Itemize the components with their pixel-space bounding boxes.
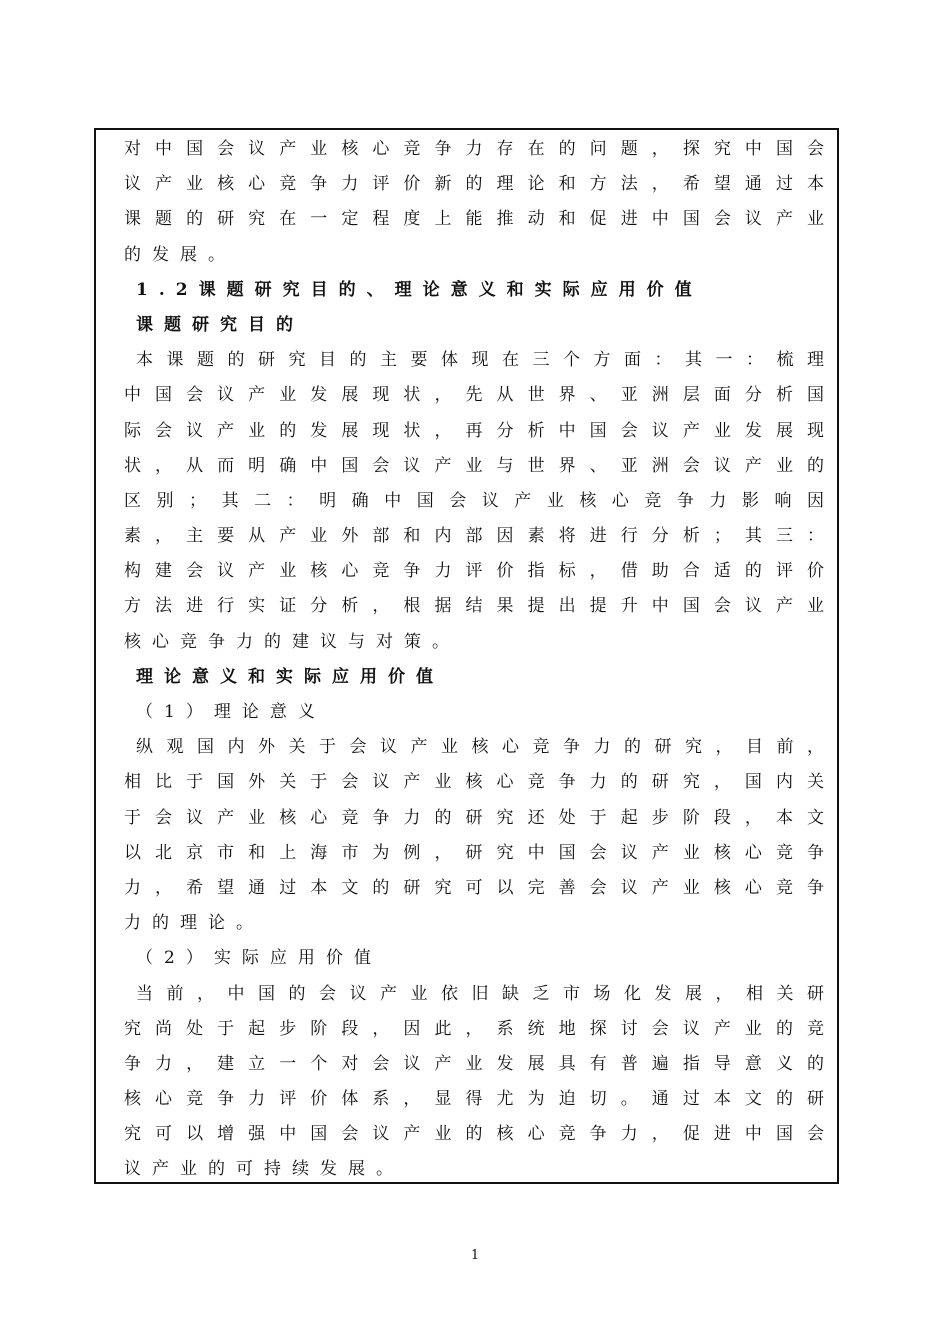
text-line: 区别；其二：明确中国会议产业核心竞争力影响因 — [124, 490, 824, 511]
text-line: 议产业核心竞争力评价新的理论和方法，希望通过本 — [124, 174, 824, 195]
section-heading: 课题研究目的 — [136, 314, 304, 335]
text-line: 中国会议产业发展现状，先从世界、亚洲层面分析国 — [124, 385, 824, 406]
text-line: 纵观国内外关于会议产业核心竞争力的研究，目前， — [136, 737, 824, 758]
text-line: 力，希望通过本文的研究可以完善会议产业核心竞争 — [124, 877, 824, 898]
text-line: 争力，建立一个对会议产业发展具有普遍指导意义的 — [124, 1053, 824, 1074]
text-line: （1）理论意义 — [136, 702, 326, 722]
text-line: 课题的研究在一定程度上能推动和促进中国会议产业 — [124, 209, 824, 230]
text-line: 以北京市和上海市为例，研究中国会议产业核心竞争 — [124, 842, 824, 863]
text-line: 素，主要从产业外部和内部因素将进行分析；其三： — [124, 526, 824, 547]
text-line: 对中国会议产业核心竞争力存在的问题，探究中国会 — [124, 139, 824, 159]
document-body — [124, 132, 824, 1188]
text-line: 本课题的研究目的主要体现在三个方面：其一：梳理 — [136, 350, 824, 371]
text-line: 状，从而明确中国会议产业与世界、亚洲会议产业的 — [124, 455, 824, 476]
text-line: 核心竞争力的建议与对策。 — [124, 631, 460, 652]
section-heading: 1.2课题研究目的、理论意义和实际应用价值 — [136, 279, 703, 300]
text-line: 究尚处于起步阶段，因此，系统地探讨会议产业的竞 — [124, 1018, 824, 1039]
text-line: 力的理论。 — [124, 913, 264, 934]
text-line: 于会议产业核心竞争力的研究还处于起步阶段，本文 — [124, 807, 824, 828]
section-heading: 理论意义和实际应用价值 — [136, 666, 444, 687]
text-line: 议产业的可持续发展。 — [124, 1159, 404, 1180]
page-number: 1 — [470, 1248, 480, 1263]
text-line: 的发展。 — [124, 244, 236, 265]
text-line: 核心竞争力评价体系，显得尤为迫切。通过本文的研 — [124, 1089, 824, 1110]
text-line: 方法进行实证分析，根据结果提出提升中国会议产业 — [124, 596, 824, 617]
text-line: 究可以增强中国会议产业的核心竞争力，促进中国会 — [124, 1124, 824, 1145]
text-line: 际会议产业的发展现状，再分析中国会议产业发展现 — [124, 420, 824, 441]
text-line: 相比于国外关于会议产业核心竞争力的研究，国内关 — [124, 772, 824, 793]
text-line: （2）实际应用价值 — [136, 948, 382, 969]
text-line: 构建会议产业核心竞争力评价指标，借助合适的评价 — [124, 561, 824, 582]
text-line: 当前，中国的会议产业依旧缺乏市场化发展，相关研 — [136, 983, 824, 1004]
